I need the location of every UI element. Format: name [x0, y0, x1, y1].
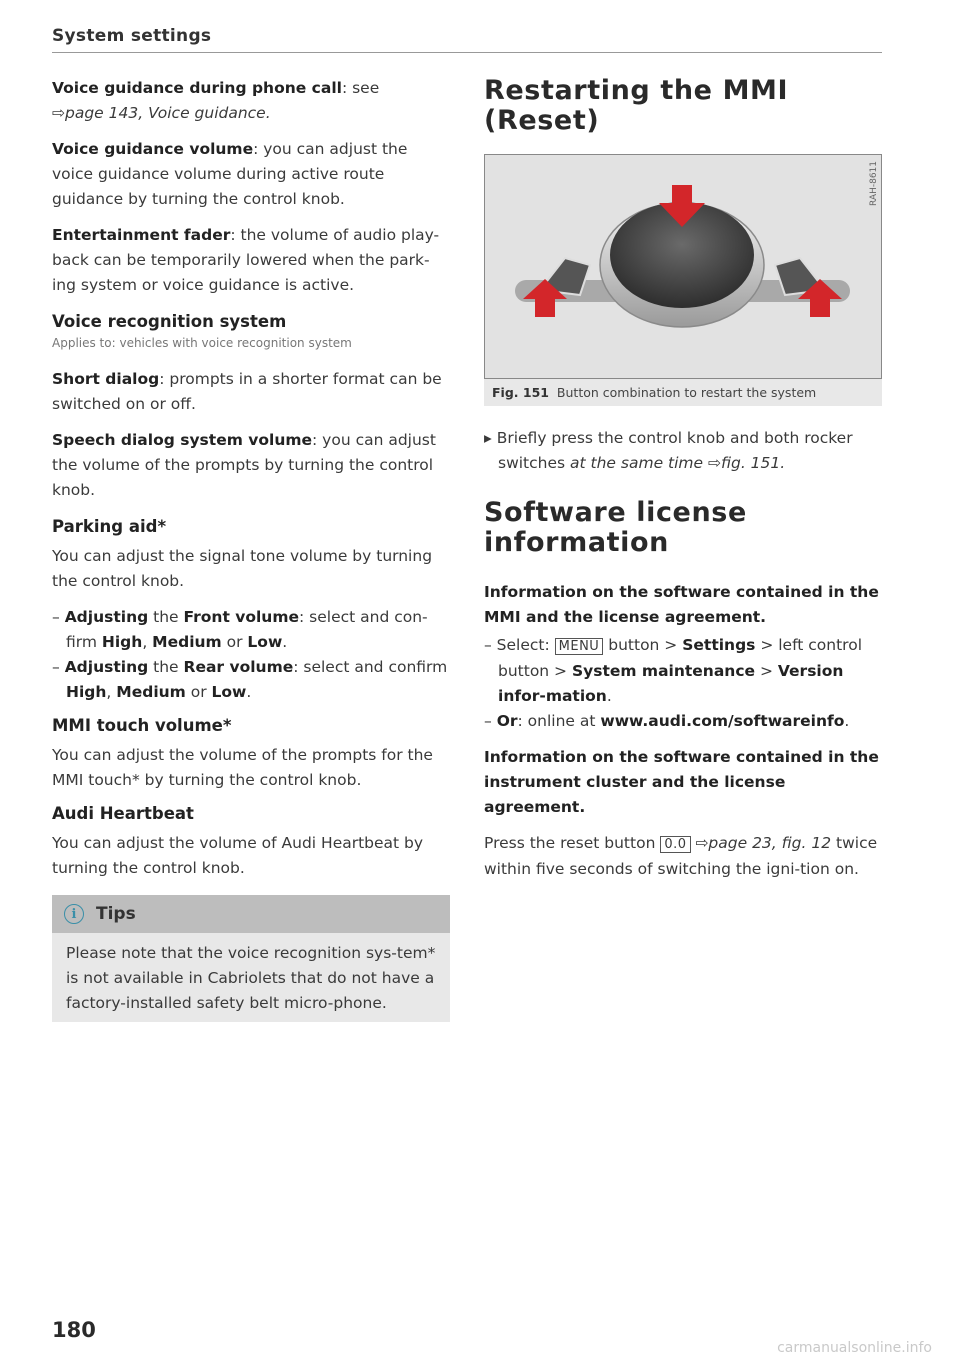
- front-sep: ,: [142, 633, 153, 651]
- info-icon: i: [64, 904, 84, 924]
- tips-box: [52, 895, 450, 1022]
- software-info-url[interactable]: www.audi.com/softwareinfo: [600, 712, 845, 730]
- select-end: .: [606, 687, 612, 705]
- rear-volume-item: [52, 655, 452, 705]
- rear-or: or: [185, 683, 212, 701]
- caption-label: Fig. 151: [492, 385, 549, 400]
- front-high-option: High: [101, 633, 143, 651]
- short-dialog-text: : prompts in a shorter format can be switched on or off.: [52, 370, 442, 413]
- figure-code: RAH-8611: [869, 161, 879, 206]
- audi-heartbeat-heading: Audi Heartbeat: [52, 804, 194, 823]
- voice-guidance-volume-text: : you can adjust the voice guidance volume during active route guidance by turning the control knob.: [52, 140, 408, 208]
- front-adjusting-label: Adjusting: [64, 608, 149, 626]
- voice-guidance-page-link[interactable]: ⇨page 143, Voice guidance.: [52, 104, 271, 122]
- entertainment-fader-text: : the volume of audio play-back can be temporarily lowered when the park-ing system or voice guidance is active.: [52, 226, 440, 294]
- voice-guidance-volume-label: Voice guidance volume: [52, 140, 254, 158]
- restart-mmi-title: Restarting the MMI (Reset): [484, 75, 789, 136]
- select-dash: – Select:: [484, 636, 555, 654]
- menu-key: MENU: [555, 638, 604, 655]
- short-dialog-label: Short dialog: [52, 370, 160, 388]
- voice-guidance-phone-label: Voice guidance during phone call: [52, 79, 342, 97]
- software-license-title: Software license information: [484, 497, 747, 558]
- parking-aid-paragraph: You can adjust the signal tone volume by turning the control knob.: [52, 547, 433, 590]
- rear-volume-text: : select and confirm: [293, 658, 448, 676]
- rear-high-option: High: [66, 683, 107, 701]
- rear-end: .: [246, 683, 252, 701]
- reset-instruction: [484, 831, 884, 882]
- left-column: [52, 76, 452, 1022]
- or-end: .: [844, 712, 850, 730]
- speech-dialog-volume-text: : you can adjust the volume of the prompts by turning the control knob.: [52, 431, 436, 499]
- tips-body: [52, 933, 450, 1022]
- voice-guidance-phone-text: : see: [341, 79, 380, 97]
- figure-151: [484, 154, 882, 379]
- caption-text: Button combination to restart the system: [556, 385, 817, 400]
- right-column: [484, 76, 884, 893]
- short-dialog-paragraph: [52, 367, 452, 417]
- front-volume-label: Front volume: [183, 608, 300, 626]
- voice-guidance-volume-paragraph: [52, 137, 452, 212]
- front-volume-item: [52, 605, 452, 655]
- restart-step: [484, 426, 884, 476]
- rear-low-option: Low: [211, 683, 247, 701]
- select-text-1: button >: [603, 636, 683, 654]
- front-end: .: [282, 633, 288, 651]
- front-the: the: [148, 608, 184, 626]
- rear-the: the: [148, 658, 184, 676]
- parking-aid-heading: Parking aid*: [52, 517, 167, 536]
- mmi-touch-volume-heading: MMI touch volume*: [52, 716, 232, 735]
- running-header: System settings: [52, 26, 212, 46]
- front-volume-text: : select and con-firm: [66, 608, 428, 651]
- mmi-control-illustration: [485, 155, 880, 377]
- audi-heartbeat-paragraph: You can adjust the volume of Audi Heartbeat by turning the control knob.: [52, 834, 424, 877]
- voice-guidance-phone-paragraph: [52, 76, 452, 126]
- or-online-instruction: [484, 709, 884, 734]
- or-dash: –: [484, 712, 497, 730]
- front-or: or: [221, 633, 248, 651]
- rear-medium-option: Medium: [116, 683, 186, 701]
- info-cluster-heading: [484, 745, 884, 820]
- reset-text-1: Press the reset button: [484, 834, 661, 852]
- speech-dialog-volume-paragraph: [52, 428, 452, 503]
- settings-label: Settings: [682, 636, 756, 654]
- watermark: carmanualsonline.info: [777, 1340, 932, 1356]
- page-number: 180: [52, 1318, 96, 1342]
- or-text: : online at: [517, 712, 601, 730]
- front-low-option: Low: [247, 633, 283, 651]
- entertainment-fader-label: Entertainment fader: [52, 226, 231, 244]
- select-text-2: > left control button >: [498, 636, 863, 680]
- info-mmi-heading-text: Information on the software contained in the MMI and the license agreement.: [484, 583, 879, 626]
- applies-to-note: Applies to: vehicles with voice recognition system: [52, 336, 352, 350]
- reset-text-2: twice within five seconds of switching the igni-tion on.: [484, 834, 878, 878]
- or-label: Or: [496, 712, 518, 730]
- dash-marker: –: [52, 658, 65, 676]
- tips-text: Please note that the voice recognition sys-tem* is not available in Cabriolets that do not have a factory-installed safety belt micro-phone.: [66, 944, 436, 1012]
- reset-page-link[interactable]: ⇨page 23, fig. 12: [690, 834, 832, 852]
- front-medium-option: Medium: [152, 633, 222, 651]
- mmi-touch-volume-paragraph: You can adjust the volume of the prompts for the MMI touch* by turning the control knob.: [52, 746, 433, 789]
- reset-key: 0.0: [660, 836, 690, 853]
- select-text-3: >: [755, 662, 778, 680]
- tips-header: [52, 895, 450, 933]
- info-mmi-heading: [484, 580, 884, 630]
- restart-step-figure-link[interactable]: at the same time ⇨fig. 151.: [570, 454, 786, 472]
- tips-label: Tips: [96, 904, 136, 924]
- voice-recognition-heading: Voice recognition system: [52, 312, 287, 331]
- rear-volume-label: Rear volume: [183, 658, 294, 676]
- restart-step-text: ▸ Briefly press the control knob and both rocker switches: [484, 429, 853, 472]
- info-cluster-heading-text: Information on the software contained in the instrument cluster and the license agreement.: [484, 748, 879, 816]
- version-information-label: Version infor-mation: [498, 662, 844, 705]
- entertainment-fader-paragraph: [52, 223, 452, 298]
- select-instruction: [484, 633, 884, 709]
- figure-caption: [484, 379, 882, 406]
- header-rule: [52, 52, 882, 53]
- rear-sep: ,: [106, 683, 117, 701]
- rear-adjusting-label: Adjusting: [64, 658, 149, 676]
- system-maintenance-label: System maintenance: [571, 662, 756, 680]
- dash-marker: –: [52, 608, 65, 626]
- speech-dialog-volume-label: Speech dialog system volume: [52, 431, 313, 449]
